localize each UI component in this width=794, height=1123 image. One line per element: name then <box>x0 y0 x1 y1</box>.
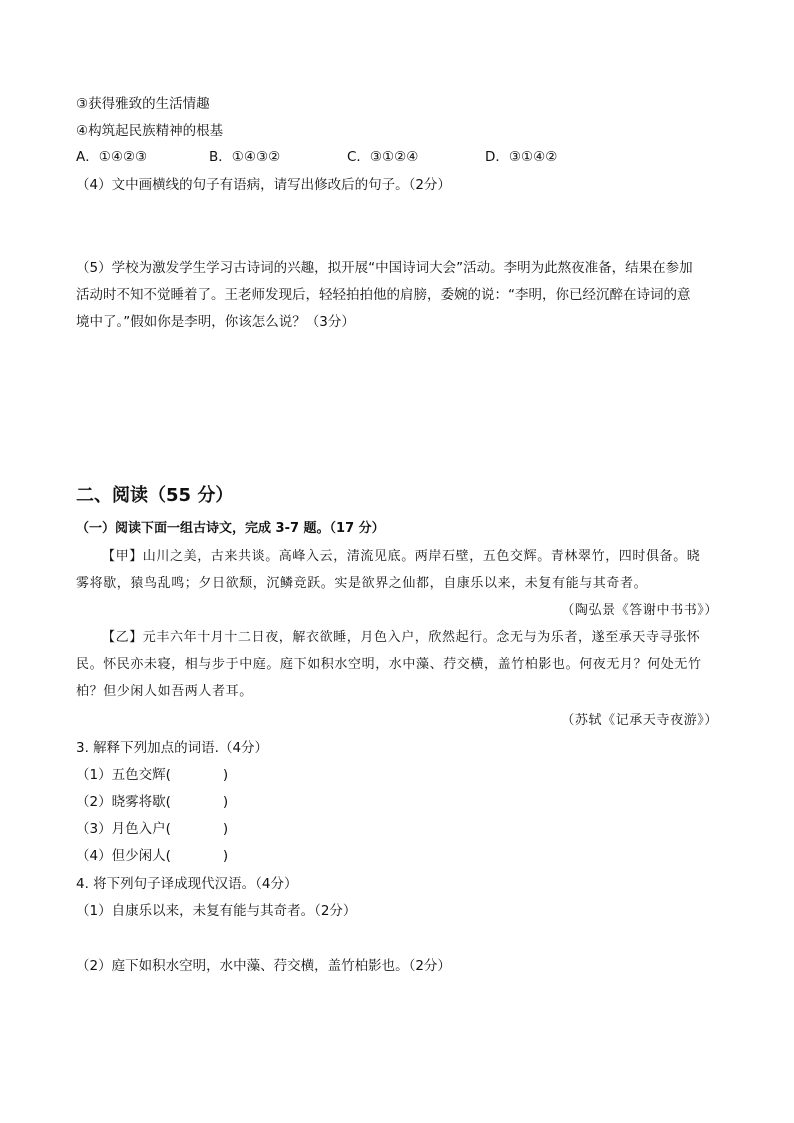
item-3-text: ③获得雅致的生活情趣 <box>76 96 210 112</box>
question-4-title: 4. 将下列句子译成现代汉语。（4分） <box>76 876 298 892</box>
question-3-item <box>76 766 228 784</box>
question-3-item <box>76 793 228 811</box>
question-4-sentence-1: （1）自康乐以来，未复有能与其奇者。（2分） <box>76 903 357 919</box>
question-3-item-close: ) <box>222 767 229 783</box>
question-5-line-1: （5）学校为激发学生学习古诗词的兴趣，拟开展“中国诗词大会”活动。李明为此熬夜准备，结果在参加 <box>76 260 693 276</box>
passage-yi-line-3: 柏？但少闲人如吾两人者耳。 <box>76 684 253 699</box>
question-3-item-close: ) <box>222 794 229 810</box>
question-3-item-label: （4）但少闲人( <box>76 848 171 864</box>
question-3-item <box>76 820 228 838</box>
passage-yi-line-2: 民。怀民亦未寝，相与步于中庭。庭下如积水空明，水中藻、荇交横，盖竹柏影也。何夜无月？何处无竹 <box>76 657 702 672</box>
question-5-line-3: 境中了。”假如你是李明，你该怎么说？（3分） <box>76 314 355 330</box>
option-c: C．③①②④ <box>347 149 419 165</box>
passage-yi-source: （苏轼《记承天寺夜游》） <box>561 713 718 728</box>
question-3-item-close: ) <box>222 848 229 864</box>
question-4-part: （4）文中画横线的句子有语病，请写出修改后的句子。（2分） <box>76 177 451 193</box>
question-3-item-label: （1）五色交辉( <box>76 767 171 783</box>
passage-jia-source: （陶弘景《答谢中书书》） <box>561 603 718 618</box>
subsection-title: （一）阅读下面一组古诗文，完成 3-7 题。（17 分） <box>76 521 385 536</box>
question-5-line-2: 活动时不知不觉睡着了。王老师发现后，轻轻拍拍他的肩膀，委婉的说：“李明，你已经沉醉在诗词的意 <box>76 287 691 303</box>
option-b: B．①④③② <box>209 149 281 165</box>
question-3-item-label: （2）晓雾将歇( <box>76 794 171 810</box>
passage-jia-line-2: 雾将歇，猿鸟乱鸣；夕日欲颓，沉鳞竞跃。实是欲界之仙都，自康乐以来，未复有能与其奇者。 <box>76 576 648 591</box>
question-3-item <box>76 847 228 865</box>
option-d: D．③①④② <box>485 149 558 165</box>
item-4-text: ④构筑起民族精神的根基 <box>76 123 224 139</box>
option-a: A．①④②③ <box>76 149 148 165</box>
passage-yi-line-1: 【乙】元丰六年十月十二日夜，解衣欲睡，月色入户，欣然起行。念无与为乐者，遂至承天寺寻张怀 <box>102 630 701 645</box>
question-4-sentence-2: （2）庭下如积水空明，水中藻、荇交横，盖竹柏影也。（2分） <box>76 958 451 974</box>
question-3-item-label: （3）月色入户( <box>76 821 171 837</box>
passage-jia-line-1: 【甲】山川之美，古来共谈。高峰入云，清流见底。两岸石壁，五色交辉。青林翠竹，四时俱备。晓 <box>102 549 701 564</box>
question-3-item-close: ) <box>222 821 229 837</box>
question-3-title: 3. 解释下列加点的词语.（4分） <box>76 740 269 756</box>
section-title: 二、阅读（55 分） <box>76 485 234 506</box>
